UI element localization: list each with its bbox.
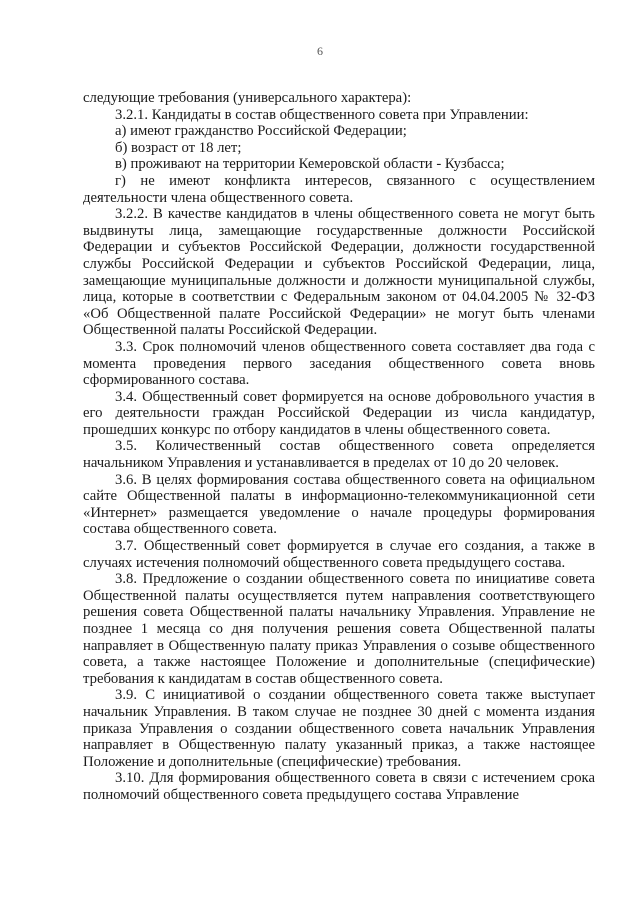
list-item-a: а) имеют гражданство Российской Федерации; <box>115 123 407 140</box>
list-item-v: в) проживают на территории Кемеровской области - Кузбасса; <box>115 156 505 173</box>
document-body <box>83 90 595 804</box>
paragraph-3-4: 3.4. Общественный совет формируется на основе добровольного участия в его деятельности граждан Российской Федерации из числа кандидатур, прошедших конкурс по отбору кандидатов в члены общественного совета. <box>83 388 595 438</box>
paragraph-3-7: 3.7. Общественный совет формируется в случае его создания, а также в случаях истечения полномочий общественного совета предыдущего состава. <box>83 538 595 571</box>
paragraph-3-3: 3.3. Срок полномочий членов общественного совета составляет два года с момента проведения первого заседания общественного совета вновь сформированного состава. <box>83 338 595 389</box>
list-item-g: г) не имеют конфликта интересов, связанного с осуществлением деятельности члена общественного совета. <box>83 172 595 206</box>
paragraph-3-2-1: 3.2.1. Кандидаты в состав общественного совета при Управлении: <box>115 106 529 123</box>
paragraph-requirements-intro: следующие требования (универсального характера): <box>83 90 412 106</box>
paragraph-3-10: 3.10. Для формирования общественного совета в связи с истечением срока полномочий общественного совета предыдущего состава Управление <box>83 770 595 803</box>
paragraph-3-5: 3.5. Количественный состав общественного совета определяется начальником Управления и устанавливается в пределах от 10 до 20 человек. <box>83 438 595 472</box>
paragraph-3-2-2: 3.2.2. В качестве кандидатов в члены общественного совета не могут быть выдвинуты лица, замещающие государственные должности Российской Федерации и субъектов Российской Федерации, должности государственной службы Российской Федерации и субъектов Российской Федерации, лица, замещающие муниципальные должности и должности муниципальной службы, лица, которые в соответствии с Федеральным законом от 04.04.2005 № 32-ФЗ «Об Общественной палате Российской Федерации» не могут быть членами Общественной палаты Российской Федерации. <box>83 206 595 339</box>
list-item-b: б) возраст от 18 лет; <box>115 139 242 156</box>
paragraph-3-8: 3.8. Предложение о создании общественного совета по инициативе совета Общественной палаты осуществляется путем направления соответствующего решения совета Общественной палаты начальнику Управления. Управление не позднее 1 месяца со дня получения решения совета Общественной палаты направляет в Общественную палату приказ Управления о созыве общественного совета, а также настоящее Положение и дополнительные (специфические) требования к кандидатам в состав общественного совета. <box>83 571 595 687</box>
paragraph-3-9: 3.9. С инициативой о создании общественного совета также выступает начальник Управления. В таком случае не позднее 30 дней с момента издания приказа Управления о создании общественного совета начальник Управления направляет в Общественную палату указанный приказ, а также настоящее Положение и дополнительные (специфические) требования. <box>83 687 595 770</box>
paragraph-3-6: 3.6. В целях формирования состава общественного совета на официальном сайте Общественной палаты в информационно-телекоммуникационной сети «Интернет» размещается уведомление о начале процедуры формирования состава общественного совета. <box>83 471 595 538</box>
page-number: 6 <box>317 44 323 58</box>
